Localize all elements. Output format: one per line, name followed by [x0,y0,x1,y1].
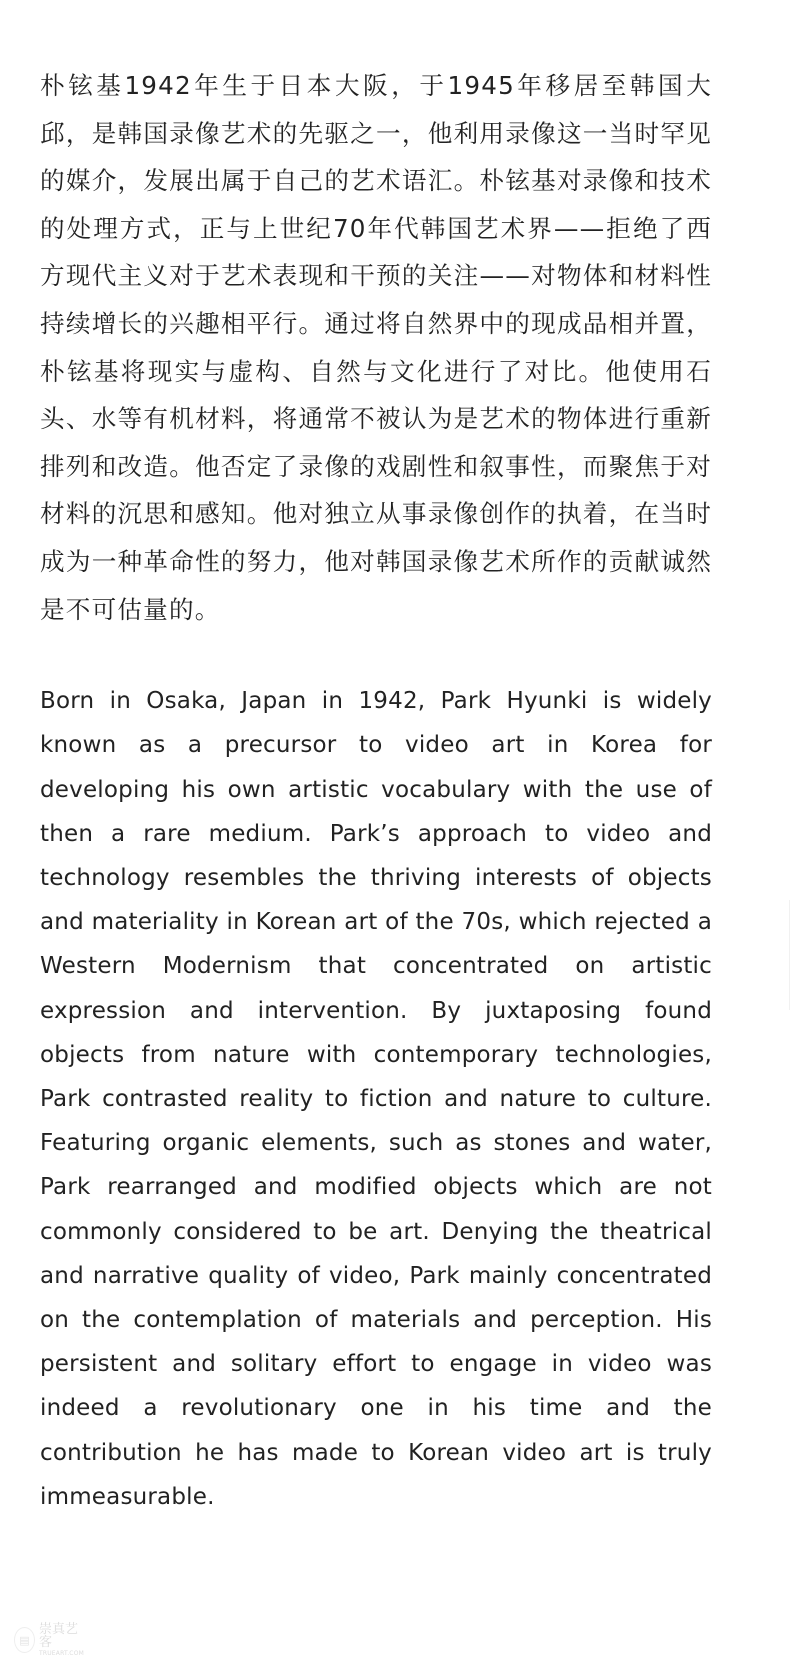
watermark-name-cn: 崇真艺客 [38,1622,78,1650]
paragraph-chinese: 朴铉基1942年生于日本大阪，于1945年移居至韩国大邱，是韩国录像艺术的先驱之一，他利用录像这一当时罕见的媒介，发展出属于自己的艺术语汇。朴铉基对录像和技术的处理方式，正与上世纪70年代韩国艺术界——拒绝了西方现代主义对于艺术表现和干预的关注——对物体和材料性持续增长的兴趣相平行。通过将自然界中的现成品相并置，朴铉基将现实与虚构、自然与文化进行了对比。他使用石头、水等有机材料，将通常不被认为是艺术的物体进行重新排列和改造。他否定了录像的戏剧性和叙事性，而聚焦于对材料的沉思和感知。他对独立从事录像创作的执着，在当时成为一种革命性的努力，他对韩国录像艺术所作的贡献诚然是不可估量的。 [40,71,712,624]
watermark-name-en: TRUEART.COM [38,1650,84,1657]
paragraph-english: Born in Osaka, Japan in 1942, Park Hyunki is widely known as a precursor to video art in Korea for developing his own artistic vocabulary with the use of then a rare medium. Park’s approach to video and technology resembles the thriving interests of objects and materiality in Korean art of the 70s, which rejected a Western Modernism that concentrated on artistic expression and intervention. By juxtaposing found objects from nature with contemporary technologies, Park contrasted reality to fiction and nature to culture. Featuring organic elements, such as stones and water, Park rearranged and modified objects which are not commonly considered to be art. Denying the theatrical and narrative quality of video, Park mainly concentrated on the contemplation of materials and perception. His persistent and solitary effort to engage in video was indeed a revolutionary one in his time and the contribution he has made to Korean video art is truly immeasurable. [40,688,712,1510]
article-body [40,62,712,1519]
document-icon: ▤ [14,1627,35,1653]
watermark-text [39,1623,84,1657]
edge-divider [789,900,790,1010]
watermark [14,1622,84,1657]
